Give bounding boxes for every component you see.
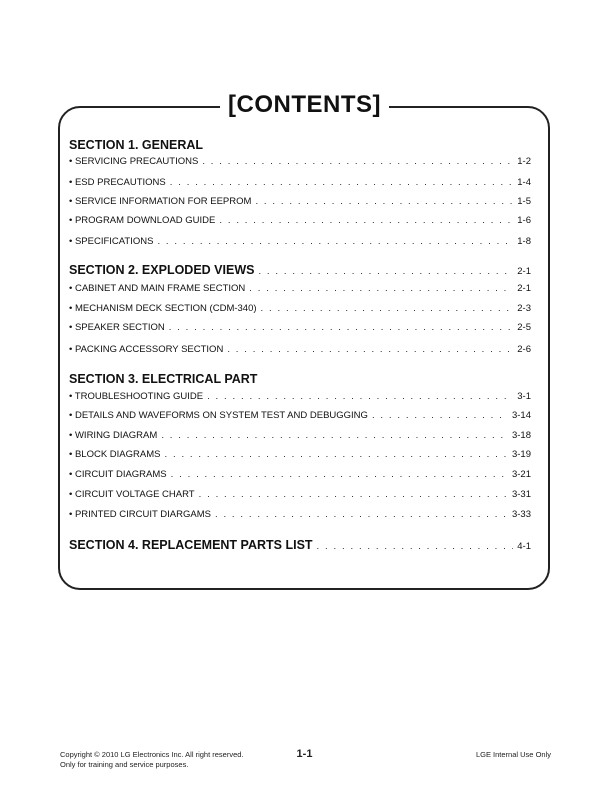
toc-entry-circuit-voltage-chart[interactable] <box>69 489 531 500</box>
toc-entry-label: • SPECIFICATIONS <box>69 236 154 247</box>
toc-entry-page: 1-5 <box>517 196 531 207</box>
toc-entry-page: 3-18 <box>511 430 531 441</box>
dot-leader <box>199 489 508 500</box>
section-4-page: 4-1 <box>517 541 531 552</box>
toc-entry-troubleshooting[interactable] <box>69 391 531 402</box>
dot-leader <box>249 283 513 294</box>
toc-entry-circuit-diagrams[interactable] <box>69 469 531 480</box>
section-2-heading[interactable] <box>69 263 531 277</box>
toc-entry-page: 3-14 <box>511 410 531 421</box>
section-2-title: SECTION 2. EXPLODED VIEWS <box>69 263 255 277</box>
section-3-title: SECTION 3. ELECTRICAL PART <box>69 372 258 386</box>
toc-entry-label: • MECHANISM DECK SECTION (CDM-340) <box>69 303 257 314</box>
toc-entry-page: 2-1 <box>517 283 531 294</box>
toc-entry-page: 2-5 <box>517 322 531 333</box>
dot-leader <box>207 391 513 402</box>
toc-entry-page: 3-1 <box>517 391 531 402</box>
toc-entry-label: • SPEAKER SECTION <box>69 322 165 333</box>
toc-entry-label: • BLOCK DIAGRAMS <box>69 449 161 460</box>
dot-leader <box>372 410 508 421</box>
toc-entry-page: 2-3 <box>517 303 531 314</box>
dot-leader <box>170 177 514 188</box>
toc-entry-page: 3-33 <box>511 509 531 520</box>
dot-leader <box>255 196 513 207</box>
dot-leader <box>219 215 513 226</box>
toc-entry-page: 3-19 <box>511 449 531 460</box>
dot-leader <box>215 509 508 520</box>
dot-leader <box>157 236 513 247</box>
toc-entry-page: 1-2 <box>517 156 531 167</box>
toc-entry-specifications[interactable] <box>69 236 531 247</box>
toc-entry-page: 3-21 <box>511 469 531 480</box>
toc-entry-label: • PROGRAM DOWNLOAD GUIDE <box>69 215 216 226</box>
page-number: 1-1 <box>296 748 313 760</box>
copyright-text: Copyright © 2010 LG Electronics Inc. All right reserved. <box>60 750 244 759</box>
toc-entry-esd-precautions[interactable] <box>69 177 531 188</box>
section-4-title: SECTION 4. REPLACEMENT PARTS LIST <box>69 538 313 552</box>
toc-entry-page: 1-4 <box>517 177 531 188</box>
toc-entry-label: • WIRING DIAGRAM <box>69 430 158 441</box>
dot-leader <box>171 469 508 480</box>
toc-entry-label: • SERVICE INFORMATION FOR EEPROM <box>69 196 252 207</box>
toc-entry-printed-circuit[interactable] <box>69 509 531 520</box>
dot-leader <box>164 449 508 460</box>
dot-leader <box>202 156 513 167</box>
toc-entry-label: • ESD PRECAUTIONS <box>69 177 166 188</box>
section-1-title: SECTION 1. GENERAL <box>69 138 204 152</box>
toc-entry-label: • DETAILS AND WAVEFORMS ON SYSTEM TEST AND DEBUGGING <box>69 410 368 421</box>
toc-entry-speaker-section[interactable] <box>69 322 531 333</box>
toc-entry-label: • TROUBLESHOOTING GUIDE <box>69 391 204 402</box>
toc-entry-servicing-precautions[interactable] <box>69 156 531 167</box>
dot-leader <box>261 303 514 314</box>
toc-entry-service-eeprom[interactable] <box>69 196 531 207</box>
toc-entry-page: 2-6 <box>517 344 531 355</box>
section-2-page: 2-1 <box>517 266 531 277</box>
page-title: [CONTENTS] <box>220 88 389 122</box>
section-3-heading[interactable] <box>69 372 531 386</box>
toc-entry-page: 3-31 <box>511 489 531 500</box>
section-1-heading[interactable] <box>69 138 531 152</box>
toc-entry-mechanism-deck[interactable] <box>69 303 531 314</box>
toc-entry-packing-accessory[interactable] <box>69 344 531 355</box>
toc-entry-waveforms-debugging[interactable] <box>69 410 531 421</box>
toc-entry-label: • CABINET AND MAIN FRAME SECTION <box>69 283 246 294</box>
section-4-heading[interactable] <box>69 538 531 552</box>
toc-entry-wiring-diagram[interactable] <box>69 430 531 441</box>
internal-use-label: LGE Internal Use Only <box>475 750 551 759</box>
usage-note: Only for training and service purposes. <box>60 760 189 769</box>
toc-entry-cabinet-main-frame[interactable] <box>69 283 531 294</box>
dot-leader <box>258 266 513 277</box>
dot-leader <box>169 322 514 333</box>
toc-entry-page: 1-8 <box>517 236 531 247</box>
toc-entry-program-download[interactable] <box>69 215 531 226</box>
toc-entry-label: • CIRCUIT DIAGRAMS <box>69 469 167 480</box>
dot-leader <box>161 430 508 441</box>
toc-entry-label: • PACKING ACCESSORY SECTION <box>69 344 224 355</box>
toc-entry-page: 1-6 <box>517 215 531 226</box>
toc-entry-label: • PRINTED CIRCUIT DIARGAMS <box>69 509 211 520</box>
toc-entry-block-diagrams[interactable] <box>69 449 531 460</box>
title-wrap <box>0 88 609 122</box>
toc-entry-label: • CIRCUIT VOLTAGE CHART <box>69 489 195 500</box>
toc-entry-label: • SERVICING PRECAUTIONS <box>69 156 199 167</box>
dot-leader <box>317 541 514 552</box>
dot-leader <box>227 344 513 355</box>
